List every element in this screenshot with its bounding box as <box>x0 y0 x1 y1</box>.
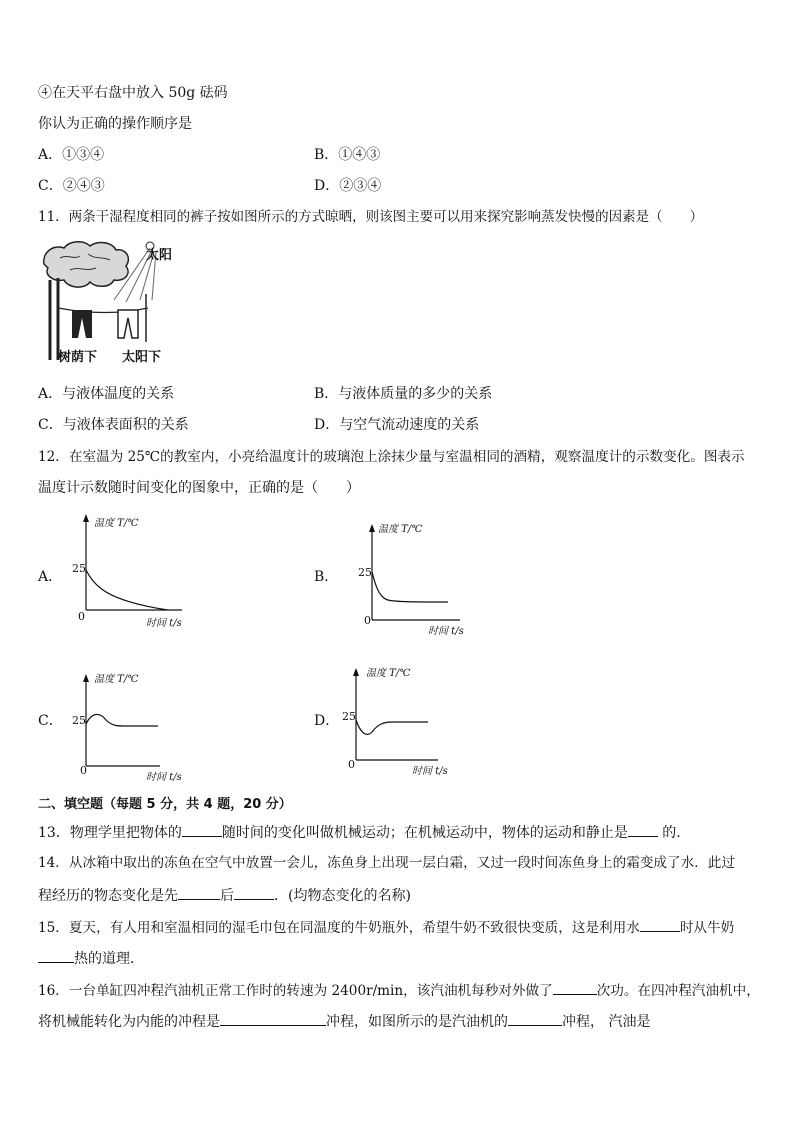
q16-line2-part1: 将机械能转化为内能的冲程是 <box>38 1014 220 1030</box>
q12-graph-d-y-tick: 25 <box>342 710 356 723</box>
q12-graph-c-y-label: 温度 T/℃ <box>94 674 139 685</box>
q12-option-c-label: C． <box>38 713 63 729</box>
q11-option-c: C．与液体表面积的关系 <box>38 417 189 433</box>
q11-drying-figure <box>40 240 180 368</box>
q14-line2 <box>38 885 411 905</box>
q12-graph-d-origin: 0 <box>348 758 355 771</box>
q12-graph-a-y-label: 温度 T/℃ <box>94 518 139 529</box>
q11-sunlit-label: 太阳下 <box>122 350 162 365</box>
q11-shade-label: 树荫下 <box>58 350 98 365</box>
q15-blank-1[interactable] <box>640 917 680 932</box>
q10-option-b: B．①④③ <box>314 147 381 163</box>
q13-part3: 的. <box>657 825 681 841</box>
q12-stem-line1: 12．在室温为 25℃的教室内，小亮给温度计的玻璃泡上涂抹少量与室温相同的酒精，观察温度计的示数变化。图表示 <box>38 449 745 465</box>
q13-part2: 随时间的变化叫做机械运动；在机械运动中，物体的运动和静止是 <box>221 825 628 841</box>
q12-graph-a-y-tick: 25 <box>72 562 86 575</box>
q12-graph-c <box>72 664 252 784</box>
q12-stem-line2: 温度计示数随时间变化的图象中，正确的是（ ） <box>38 480 360 496</box>
q14-blank-2[interactable] <box>234 885 274 900</box>
q15-line2-part1: 热的道理． <box>74 951 144 967</box>
q13-part1: 13．物理学里把物体的 <box>38 825 182 841</box>
q12-graph-b-x-label: 时间 t/s <box>428 626 464 637</box>
q11-stem: 11．两条干湿程度相同的裤子按如图所示的方式晾晒，则该图主要可以用来探究影响蒸发快慢的因素是（ ） <box>38 209 704 225</box>
q14-line2-part2: 后 <box>220 888 234 904</box>
q16-line2-part3: 冲程， 汽油是 <box>562 1014 651 1030</box>
q13-blank-2[interactable] <box>628 822 658 837</box>
q16-blank-2[interactable] <box>220 1011 326 1026</box>
q12-graph-b-origin: 0 <box>364 614 371 627</box>
q14-line2-part3: ．(均物态变化的名称) <box>274 888 411 904</box>
q11-option-b: B．与液体质量的多少的关系 <box>314 386 493 402</box>
q12-graph-a <box>72 510 252 630</box>
q13-blank-1[interactable] <box>182 822 222 837</box>
q15-line1 <box>38 917 734 937</box>
q12-option-d-label: D． <box>314 713 340 729</box>
q15-line1-part1: 15．夏天，有人用和室温相同的湿毛巾包在同温度的牛奶瓶外，希望牛奶不致很快变质，这是利用水 <box>38 920 640 936</box>
q12-graph-b-y-tick: 25 <box>358 566 372 579</box>
q15-line2 <box>38 948 144 968</box>
q10-prompt: 你认为正确的操作顺序是 <box>38 116 192 132</box>
q16-line2-part2: 冲程，如图所示的是汽油机的 <box>326 1014 508 1030</box>
q10-step4: ④在天平右盘中放入 50g 砝码 <box>38 85 228 101</box>
q10-option-d: D．②③④ <box>314 178 382 194</box>
section-2-heading: 二、填空题（每题 5 分，共 4 题，20 分） <box>38 797 292 812</box>
q12-graph-d <box>340 662 520 782</box>
q16-line1 <box>38 980 760 1000</box>
q12-graph-b-y-label: 温度 T/℃ <box>378 524 423 535</box>
q12-graph-a-x-label: 时间 t/s <box>146 618 182 629</box>
q12-graph-c-x-label: 时间 t/s <box>146 772 182 783</box>
q15-blank-2[interactable] <box>38 948 74 963</box>
q16-blank-3[interactable] <box>508 1011 562 1026</box>
q15-line1-part2: 时从牛奶 <box>679 920 735 936</box>
q10-option-c: C．②④③ <box>38 178 105 194</box>
q12-graph-b <box>356 516 536 636</box>
q11-sun-label: 太阳 <box>146 248 173 263</box>
q12-option-b-label: B． <box>314 569 339 585</box>
q14-line2-part1: 程经历的物态变化是先 <box>38 888 178 904</box>
q16-line2 <box>38 1011 650 1031</box>
q10-option-a: A．①③④ <box>38 147 105 163</box>
q11-option-a: A．与液体温度的关系 <box>38 386 175 402</box>
q11-option-d: D．与空气流动速度的关系 <box>314 417 480 433</box>
q14-line1: 14．从冰箱中取出的冻鱼在空气中放置一会儿，冻鱼身上出现一层白霜，又过一段时间冻鱼身上的霜变成了水．此过 <box>38 855 735 871</box>
q16-line1-part2: 次功。在四冲程汽油机中， <box>596 983 760 999</box>
q12-graph-d-x-label: 时间 t/s <box>412 766 448 777</box>
q13 <box>38 822 681 842</box>
q14-blank-1[interactable] <box>178 885 220 900</box>
q16-blank-1[interactable] <box>553 980 597 995</box>
q12-graph-a-origin: 0 <box>78 610 85 623</box>
q16-line1-part1: 16．一台单缸四冲程汽油机正常工作时的转速为 2400r/min，该汽油机每秒对外做了 <box>38 983 553 999</box>
q12-option-a-label: A． <box>38 569 63 585</box>
q12-graph-d-y-label: 温度 T/℃ <box>366 668 411 679</box>
q12-graph-c-origin: 0 <box>80 764 87 777</box>
q12-graph-c-y-tick: 25 <box>72 714 86 727</box>
